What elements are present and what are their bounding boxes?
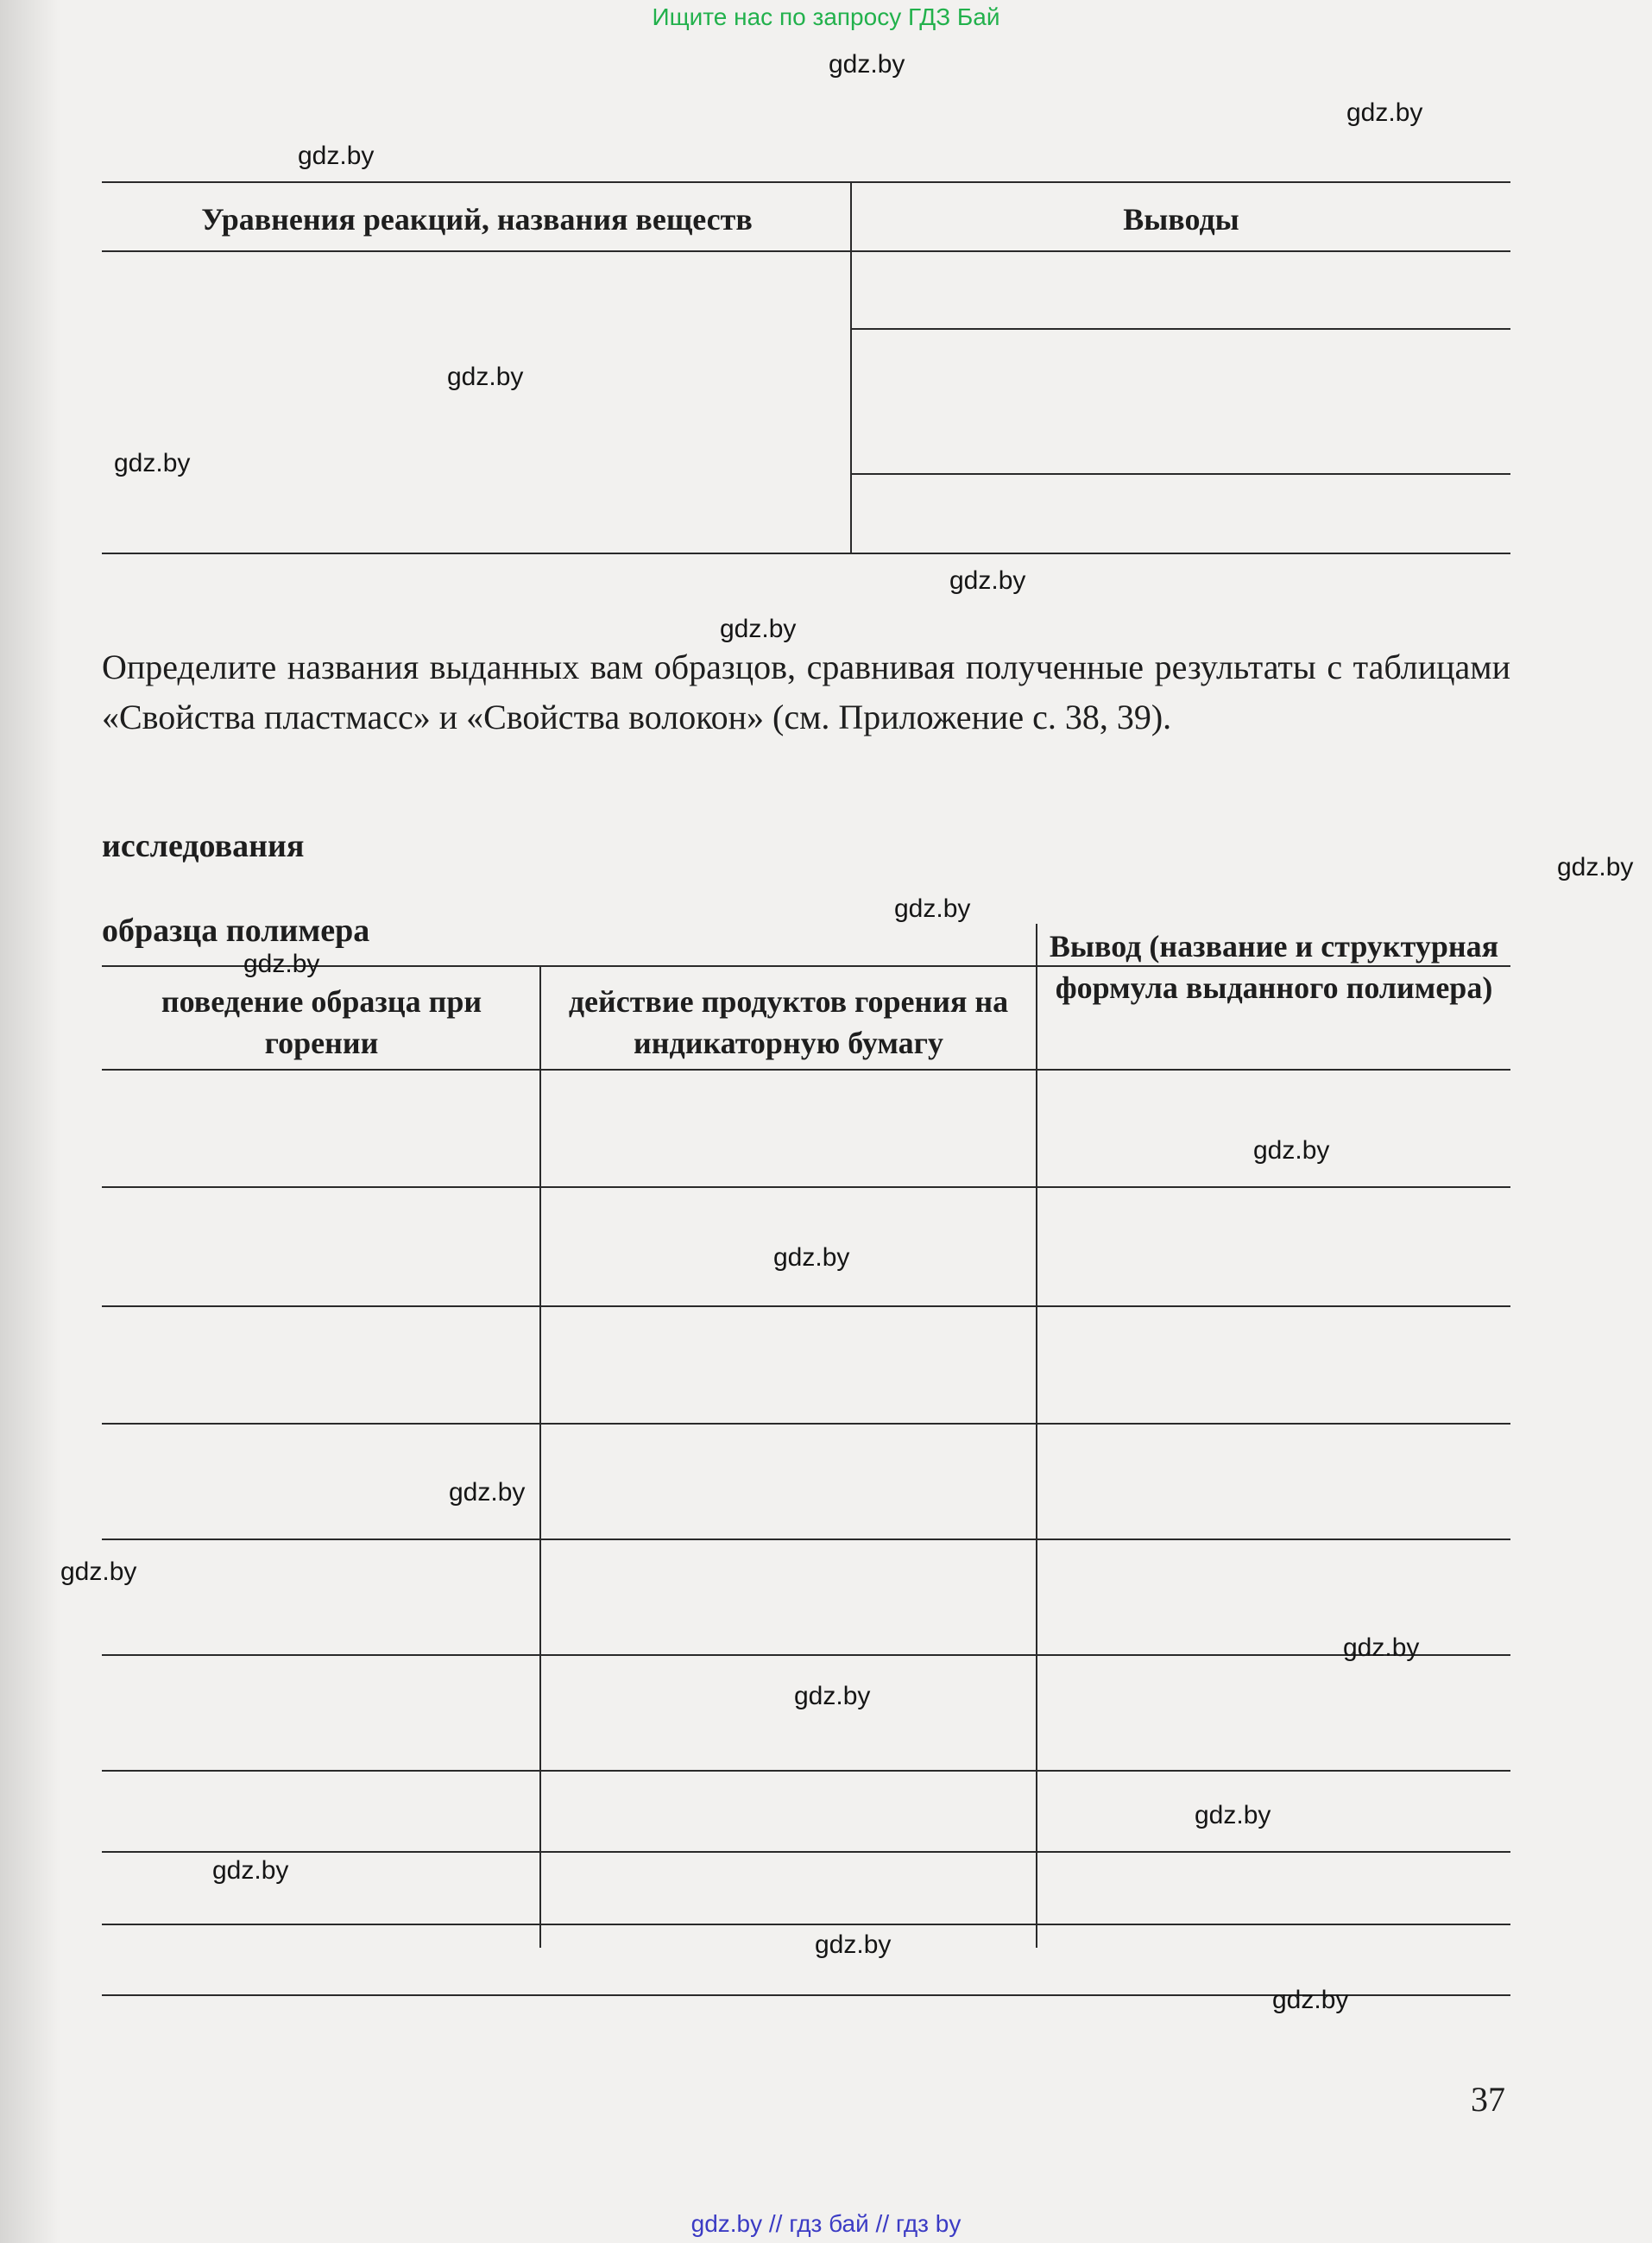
- watermark-text: gdz.by: [773, 1243, 850, 1272]
- watermark-text: gdz.by: [1343, 1633, 1420, 1662]
- table1-header-border: [102, 250, 1510, 252]
- table2-divider-1: [539, 965, 541, 1948]
- table2-row-line: [102, 1654, 1510, 1656]
- table2-row-line: [102, 1924, 1510, 1925]
- table2-label-research: исследования: [102, 828, 305, 864]
- page-shadow: [0, 0, 60, 2243]
- table2-header-border: [102, 1069, 1510, 1071]
- watermark-text: gdz.by: [447, 363, 524, 391]
- table1-row-line: [852, 473, 1510, 475]
- page-number: 37: [1471, 2080, 1505, 2119]
- instruction-paragraph: Определите названия выданных вам образцов, сравнивая полученные результаты с таблицами «Свойства пластмасс» и «Свойства волокон» (см. Приложение с. 38, 39).: [102, 648, 1510, 736]
- table2-row-line: [102, 1770, 1510, 1772]
- watermark-text: gdz.by: [114, 449, 191, 477]
- watermark-text: gdz.by: [720, 615, 797, 643]
- table1-row-line: [852, 328, 1510, 330]
- watermark-text: gdz.by: [794, 1682, 871, 1710]
- table2-row-line: [102, 1539, 1510, 1540]
- table2-row-line: [102, 1186, 1510, 1188]
- table1-col1-header: Уравнения реакций, названия веществ: [201, 202, 753, 237]
- table2-col2-header: действие продуктов горения на индикаторную бумагу: [568, 984, 1009, 1060]
- watermark-text: gdz.by: [1557, 853, 1634, 881]
- watermark-text: gdz.by: [298, 142, 375, 170]
- top-banner-link[interactable]: Ищите нас по запросу ГДЗ Бай: [652, 3, 1000, 30]
- bottom-banner-link[interactable]: gdz.by // гдз бай // гдз by: [690, 2210, 962, 2237]
- table2-col1-header: поведение образца при горении: [161, 984, 482, 1060]
- table2-col3-header: Вывод (название и структурная формула выданного полимера): [1049, 929, 1499, 1005]
- watermark-text: gdz.by: [60, 1557, 137, 1586]
- watermark-text: gdz.by: [212, 1856, 289, 1885]
- table2-row-line: [102, 1423, 1510, 1425]
- watermark-text: gdz.by: [1272, 1986, 1349, 2014]
- watermark-text: gdz.by: [243, 950, 320, 978]
- watermark-text: gdz.by: [1195, 1801, 1271, 1829]
- table2-row-line: [102, 1305, 1510, 1307]
- table2-row-line: [102, 1851, 1510, 1853]
- table1-col2-header: Выводы: [1123, 202, 1239, 237]
- table1-top-border: [102, 181, 1510, 183]
- watermark-text: gdz.by: [829, 50, 905, 79]
- watermark-text: gdz.by: [449, 1478, 526, 1507]
- table2-divider-2: [1036, 924, 1037, 1948]
- table2-label-sample: образца полимера: [102, 913, 370, 949]
- watermark-text: gdz.by: [894, 894, 971, 923]
- watermark-text: gdz.by: [949, 566, 1026, 595]
- table1-bottom-border: [102, 553, 1510, 554]
- watermark-text: gdz.by: [1253, 1136, 1330, 1165]
- watermark-text: gdz.by: [1346, 98, 1423, 127]
- watermark-text: gdz.by: [815, 1930, 892, 1959]
